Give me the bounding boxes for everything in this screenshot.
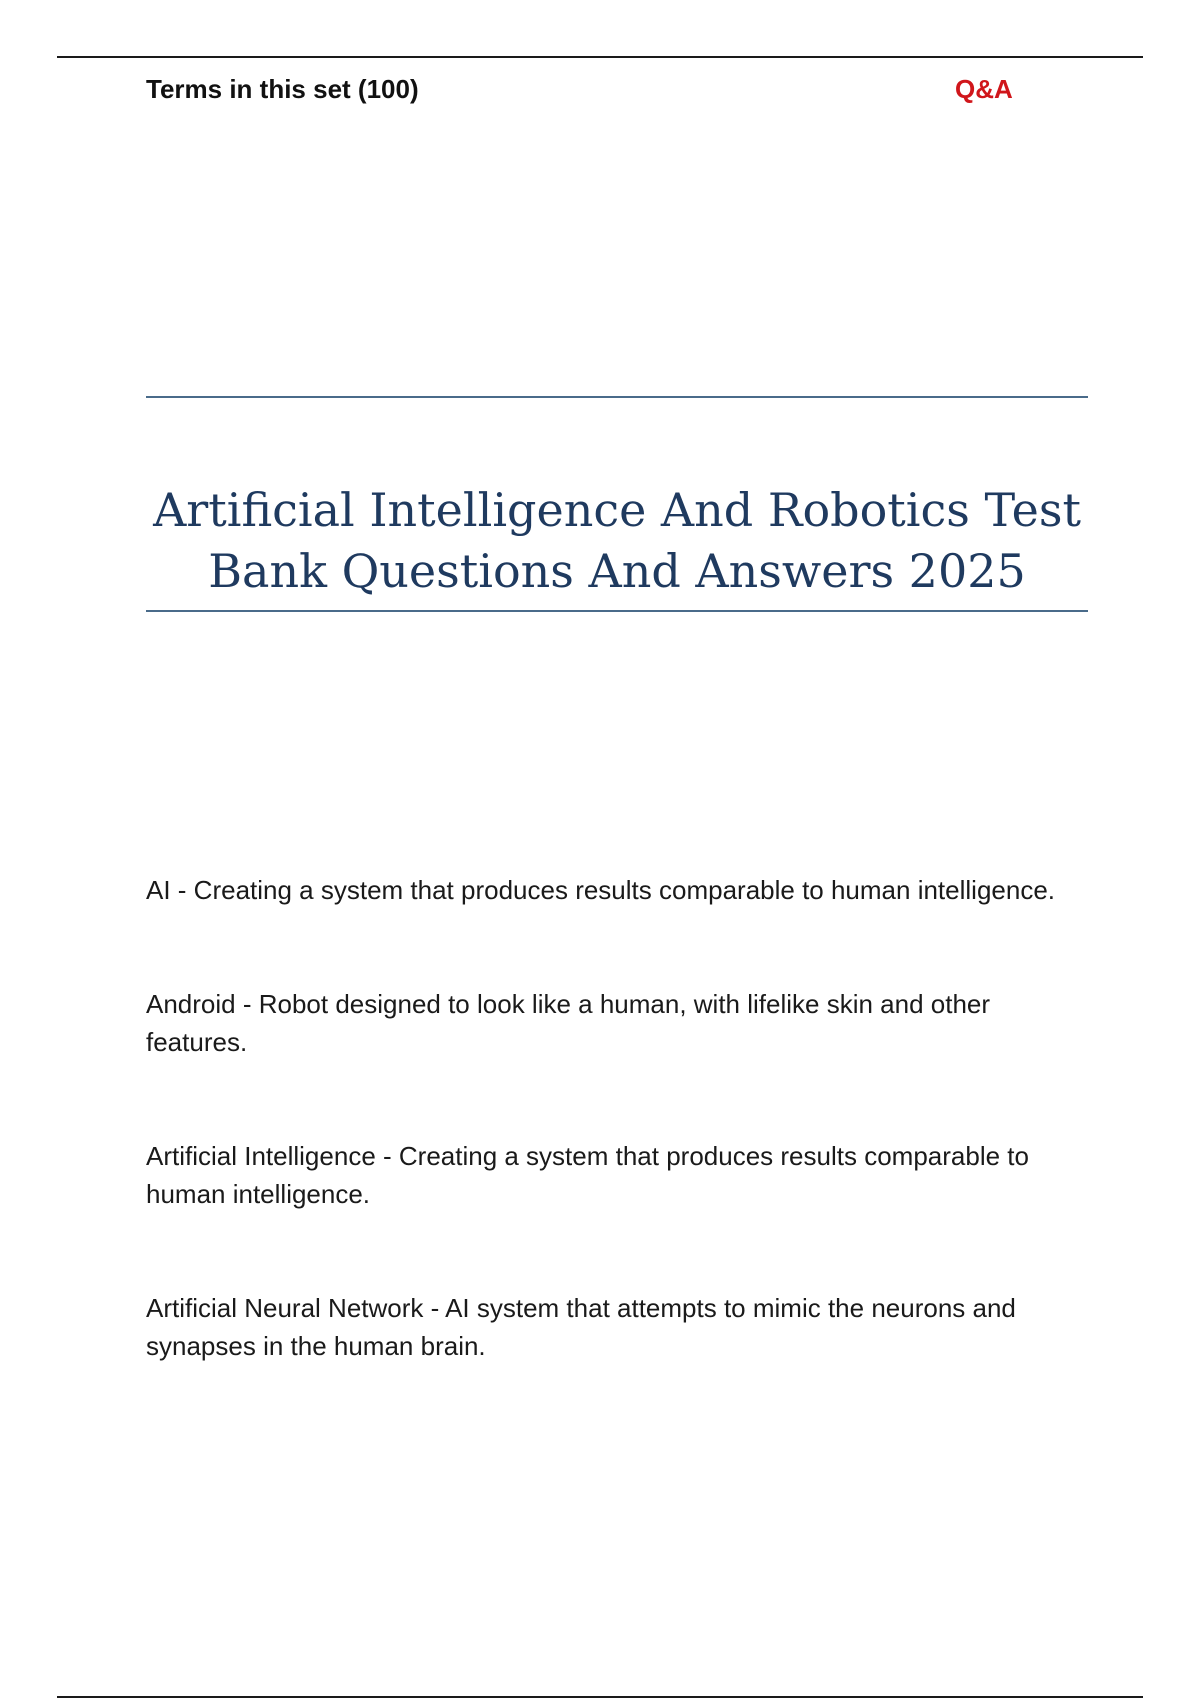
terms-count-label: Terms in this set (100) [146, 74, 419, 104]
term-item: AI - Creating a system that produces results comparable to human intelligence. [146, 875, 1056, 905]
qa-badge: Q&A [955, 74, 1013, 104]
title-bottom-rule [146, 610, 1088, 612]
term-item: Android - Robot designed to look like a human, with lifelike skin and other features. [146, 989, 991, 1057]
term-item: Artificial Intelligence - Creating a system that produces results comparable to human intelligence. [146, 1141, 1029, 1209]
page-top-rule [57, 56, 1143, 58]
term-item: Artificial Neural Network - AI system that attempts to mimic the neurons and synapses in the human brain. [146, 1293, 1016, 1361]
page-bottom-rule [57, 1696, 1143, 1698]
document-title: Artificial Intelligence And Robotics Test Bank Questions And Answers 2025 [153, 483, 1081, 598]
title-top-rule [146, 396, 1088, 398]
terms-list [146, 871, 1086, 1365]
